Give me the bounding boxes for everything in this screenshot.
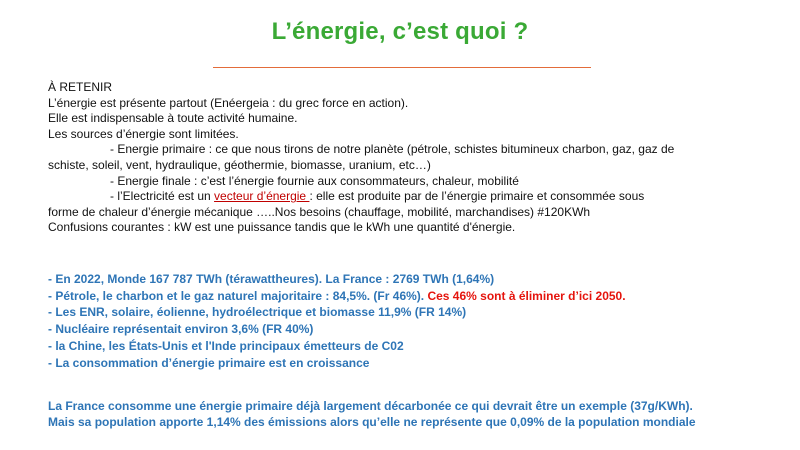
list-item: - En 2022, Monde 167 787 TWh (térawattheures). La France : 2769 TWh (1,64%) — [48, 272, 495, 286]
primary-energy-line-cont: schiste, soleil, vent, hydraulique, géothermie, biomasse, uranium, etc…) — [48, 157, 431, 172]
text-line: Les sources d’énergie sont limitées. — [48, 126, 239, 141]
vector-link[interactable]: vecteur d’énergie — [214, 189, 310, 204]
retenir-section — [48, 80, 770, 236]
electricity-text: - l’Electricité est un — [110, 189, 215, 204]
primary-energy-line: - Energie primaire : ce que nous tirons de notre planète (pétrole, schistes bitumineux charbon, gaz, gaz de — [110, 142, 675, 157]
slide-title: L’énergie, c’est quoi ? — [271, 18, 529, 45]
list-item: - La consommation d’énergie primaire est en croissance — [48, 355, 370, 370]
text-line: L’énergie est présente partout (Enéergeia : du grec force en action). — [48, 95, 409, 110]
list-item: - Nucléaire représentait environ 3,6% (FR 40%) — [48, 322, 314, 337]
conclusion-line: La France consomme une énergie primaire déjà largement décarbonée ce qui devrait être un exemple (37g/KWh). — [48, 399, 693, 413]
section-heading: À RETENIR — [48, 80, 113, 94]
highlight-text: Ces 46% sont à éliminer d’ici 2050. — [427, 288, 626, 303]
conclusion-line: Mais sa population apporte 1,14% des émissions alors qu’elle ne représente que 0,09% de la population mondiale — [48, 415, 696, 430]
conclusion — [48, 398, 696, 431]
text-line: Confusions courantes : kW est une puissance tandis que le kWh une quantité d'énergie. — [48, 220, 516, 235]
electricity-line — [48, 189, 770, 205]
final-energy-line: - Energie finale : c’est l’énergie fournie aux consommateurs, chaleur, mobilité — [110, 173, 519, 188]
text-line: Elle est indispensable à toute activité humaine. — [48, 111, 298, 126]
title-underline — [213, 67, 591, 68]
electricity-line-cont: forme de chaleur d’énergie mécanique …..Nos besoins (chauffage, mobilité, marchandises) #120KWh — [48, 204, 591, 219]
key-figures-list — [48, 271, 626, 371]
electricity-text-end: : elle est produite par de l’énergie primaire et consommée sous — [309, 189, 645, 204]
list-item: - la Chine, les États-Unis et l'Inde principaux émetteurs de C02 — [48, 338, 404, 353]
list-item — [48, 288, 626, 305]
list-item-text: - Pétrole, le charbon et le gaz naturel majoritaire : 84,5%. (Fr 46%). — [48, 288, 428, 303]
list-item: - Les ENR, solaire, éolienne, hydroélectrique et biomasse 11,9% (FR 14%) — [48, 305, 467, 320]
